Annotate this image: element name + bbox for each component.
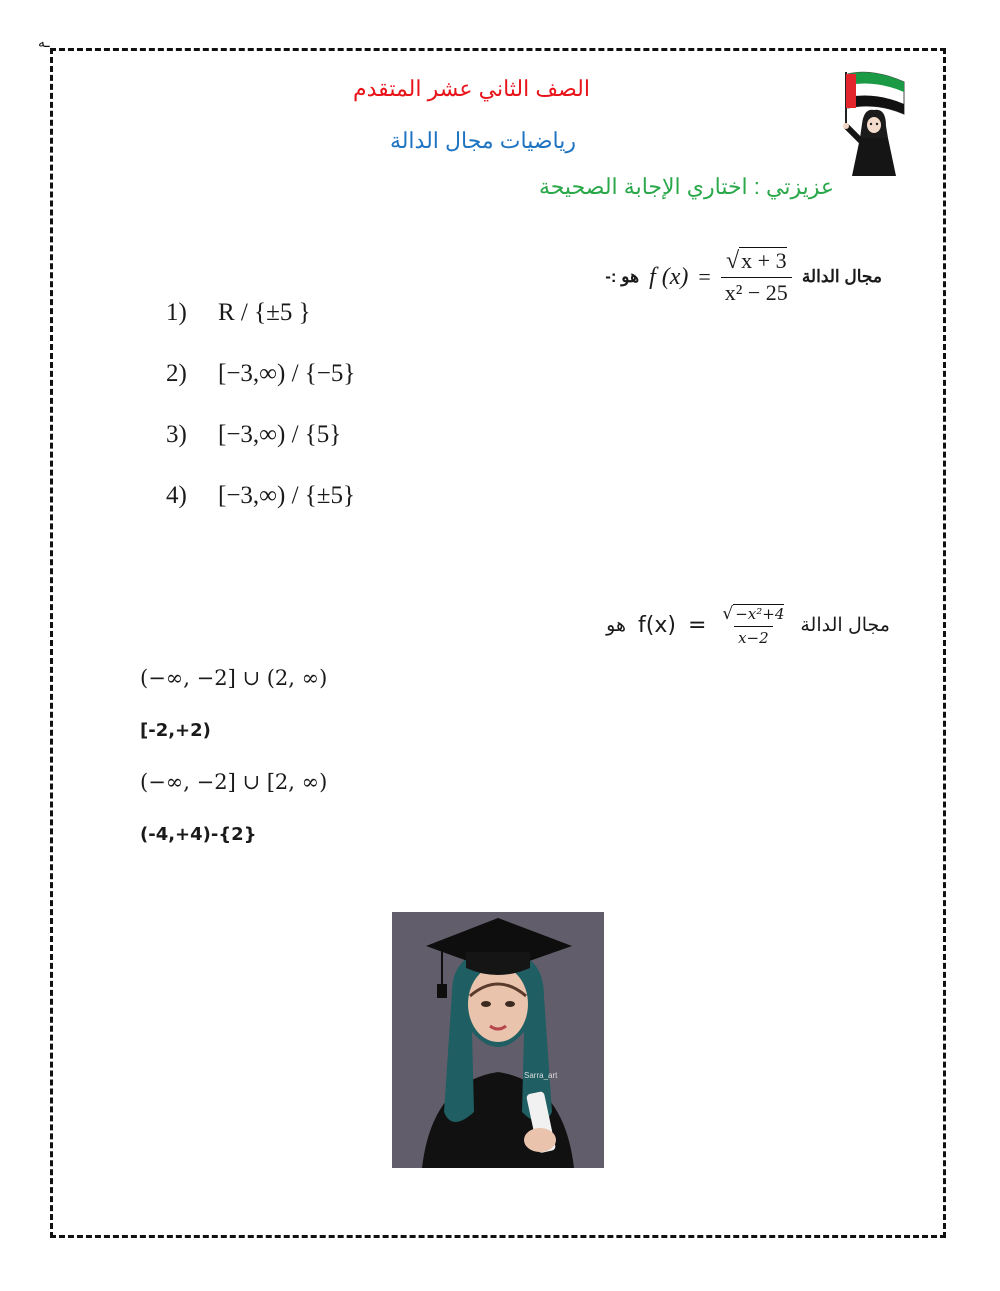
q1-option-1[interactable] xyxy=(166,282,355,343)
option-number: 4) xyxy=(166,481,187,509)
option-number: 3) xyxy=(166,420,187,448)
question-2-suffix: هو xyxy=(606,615,626,636)
q1-function-name: f (x) xyxy=(649,263,689,290)
flag-girl-illustration xyxy=(832,68,914,180)
question-1-stem xyxy=(605,248,882,306)
q1-option-4[interactable] xyxy=(166,465,355,526)
option-value: R / {±5 } xyxy=(218,298,311,326)
question-2-stem xyxy=(606,604,890,647)
sqrt-symbol: √ xyxy=(722,604,734,624)
question-1-options xyxy=(166,282,355,526)
q1-option-2[interactable] xyxy=(166,343,355,404)
q2-denominator: x−2 xyxy=(734,626,773,647)
corner-mark: ـه xyxy=(38,34,50,50)
q1-option-3[interactable] xyxy=(166,404,355,465)
q1-numerator: x + 3 xyxy=(741,248,787,273)
graduate-girl-illustration xyxy=(392,912,604,1168)
q2-option-1[interactable]: (−∞, −2] ∪ (2, ∞) xyxy=(140,666,328,690)
q1-denominator: x² − 25 xyxy=(721,277,792,306)
question-2-options xyxy=(140,652,327,860)
question-2-label: مجال الدالة xyxy=(800,615,890,636)
q2-option-4[interactable]: (-4,+4)-{2} xyxy=(140,823,257,845)
q2-numerator: −x²+4 xyxy=(735,605,785,623)
q1-equals: = xyxy=(698,264,711,289)
q2-function-name: f(x) xyxy=(638,613,676,638)
option-value: [−3,∞) / {5} xyxy=(218,420,342,448)
option-number: 1) xyxy=(166,298,187,326)
q2-option-3[interactable]: (−∞, −2] ∪ [2, ∞) xyxy=(140,770,328,794)
grade-title: الصف الثاني عشر المتقدم xyxy=(353,76,590,101)
instructions: عزيزتي : اختاري الإجابة الصحيحة xyxy=(538,174,834,199)
q2-option-2[interactable]: [-2,+2) xyxy=(140,719,211,741)
option-value: [−3,∞) / {−5} xyxy=(218,359,356,387)
watermark-text: Sarra_art xyxy=(524,1071,558,1080)
subject-title: رياضيات مجال الدالة xyxy=(389,128,576,153)
question-1-label: مجال الدالة xyxy=(801,267,882,286)
q2-equals: = xyxy=(687,613,707,638)
q2-fraction xyxy=(718,604,788,647)
question-1-suffix: هو :- xyxy=(605,267,640,286)
option-value: [−3,∞) / {±5} xyxy=(218,481,355,509)
option-number: 2) xyxy=(166,359,187,387)
sqrt-symbol: √ xyxy=(726,248,740,274)
q1-fraction xyxy=(721,248,792,306)
